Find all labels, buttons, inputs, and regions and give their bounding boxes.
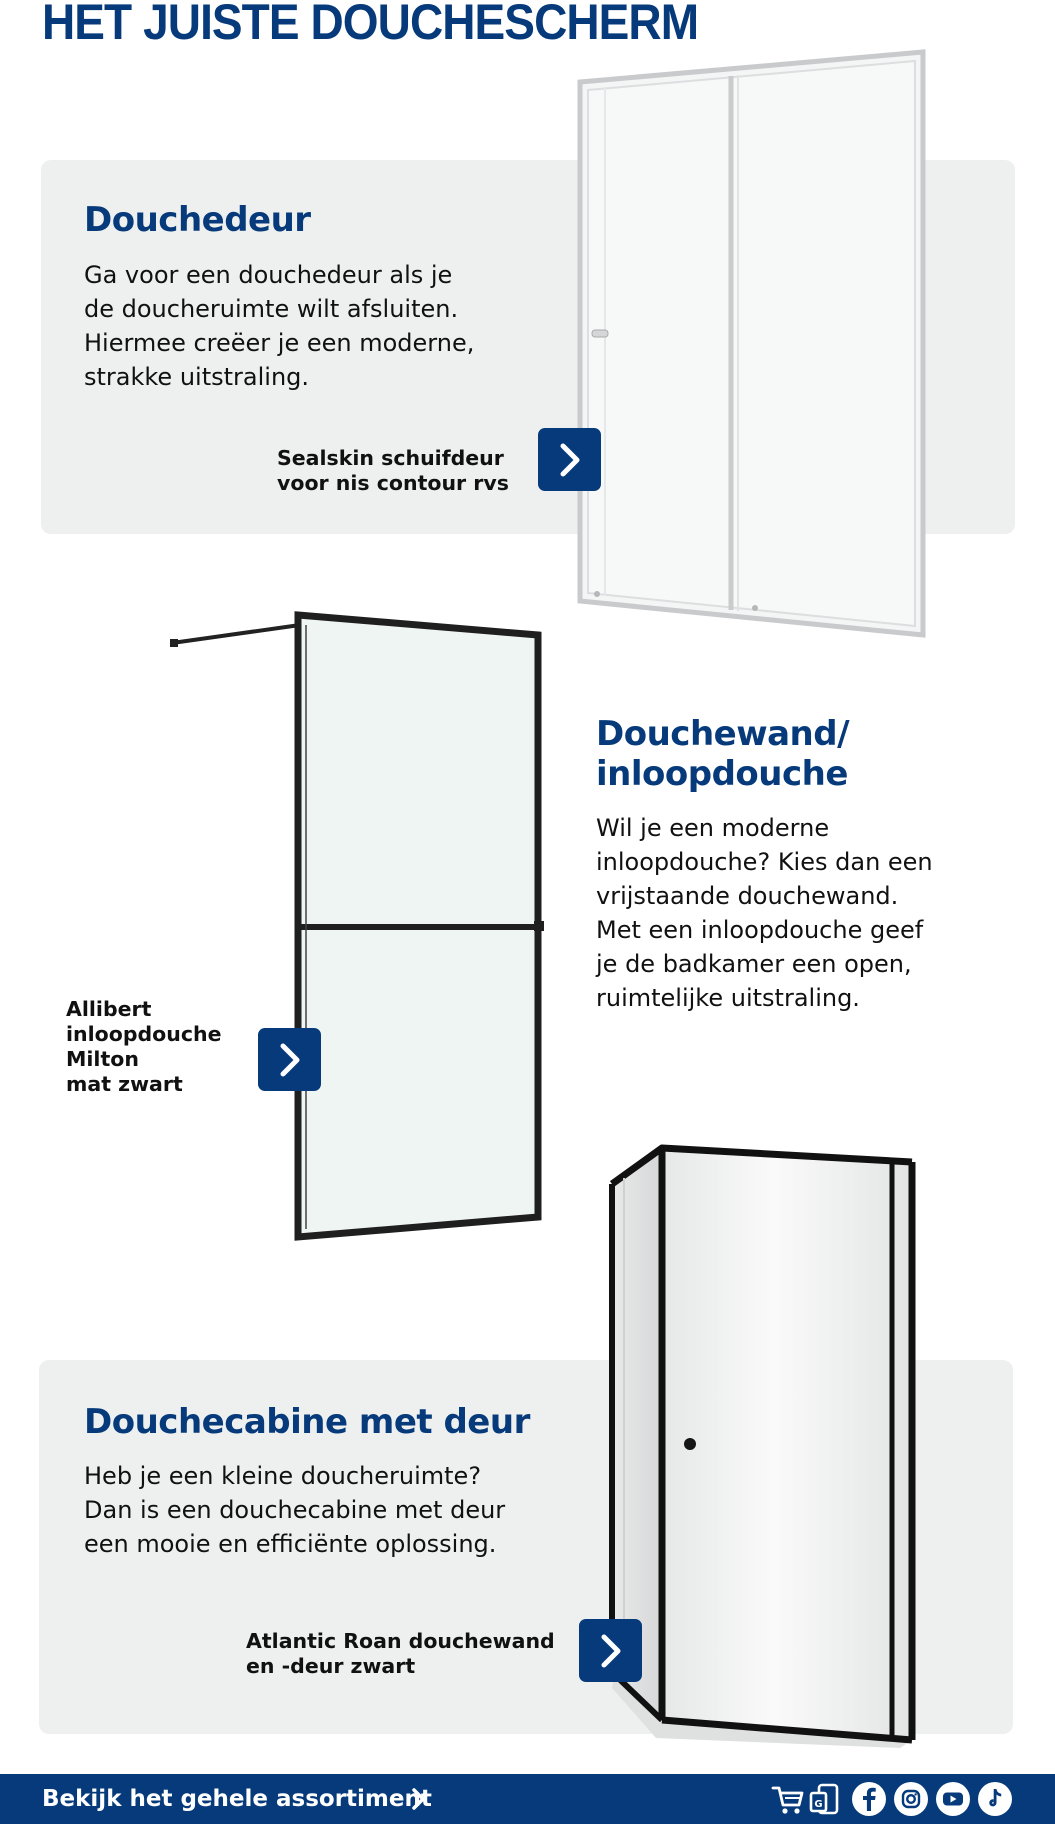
chevron-right-icon: [596, 1633, 626, 1669]
product-link-atlantic[interactable]: Atlantic Roan douchewand en -deur zwart: [246, 1629, 555, 1678]
instagram-icon[interactable]: [893, 1781, 929, 1817]
shower-cabin-image: [600, 1140, 926, 1755]
section-text: Wil je een moderne inloopdouche? Kies dan een vrijstaande douchewand. Met een inloopdouche geef je de badkamer een open, ruimtelijke uitstraling.: [596, 814, 933, 1012]
cart-icon[interactable]: [770, 1781, 806, 1817]
app-icon[interactable]: [807, 1781, 843, 1817]
product-arrow-button[interactable]: [579, 1619, 642, 1682]
product-link-allibert[interactable]: Allibert inloopdouche Milton mat zwart: [66, 997, 222, 1096]
section-heading: Douchewand/ inloopdouche: [596, 714, 850, 794]
product-arrow-button[interactable]: [538, 428, 601, 491]
sliding-shower-door-image: [575, 48, 927, 640]
page-title: HET JUISTE DOUCHESCHERM: [42, 0, 699, 50]
svg-text:G: G: [814, 1799, 823, 1810]
section-text: Ga voor een douchedeur als je de doucheruimte wilt afsluiten. Hiermee creëer je een moderne, strakke uitstraling.: [84, 261, 475, 391]
facebook-icon[interactable]: [851, 1781, 887, 1817]
section-text: Heb je een kleine doucheruimte? Dan is een douchecabine met deur een mooie en efficiënte oplossing.: [84, 1462, 506, 1558]
section-heading: Douchedeur: [84, 200, 311, 240]
chevron-right-icon: [275, 1042, 305, 1078]
footer-bar: [0, 1774, 1055, 1824]
youtube-icon[interactable]: [935, 1781, 971, 1817]
walk-in-shower-wall-image: [168, 605, 552, 1245]
product-arrow-button[interactable]: [258, 1028, 321, 1091]
footer-assortment-link[interactable]: Bekijk het gehele assortiment: [42, 1786, 432, 1812]
product-link-sealskin[interactable]: Sealskin schuifdeur voor nis contour rvs: [277, 446, 509, 495]
tiktok-icon[interactable]: [977, 1781, 1013, 1817]
chevron-right-icon: [555, 442, 585, 478]
section-heading: Douchecabine met deur: [84, 1402, 530, 1442]
chevron-right-icon[interactable]: [410, 1786, 428, 1812]
